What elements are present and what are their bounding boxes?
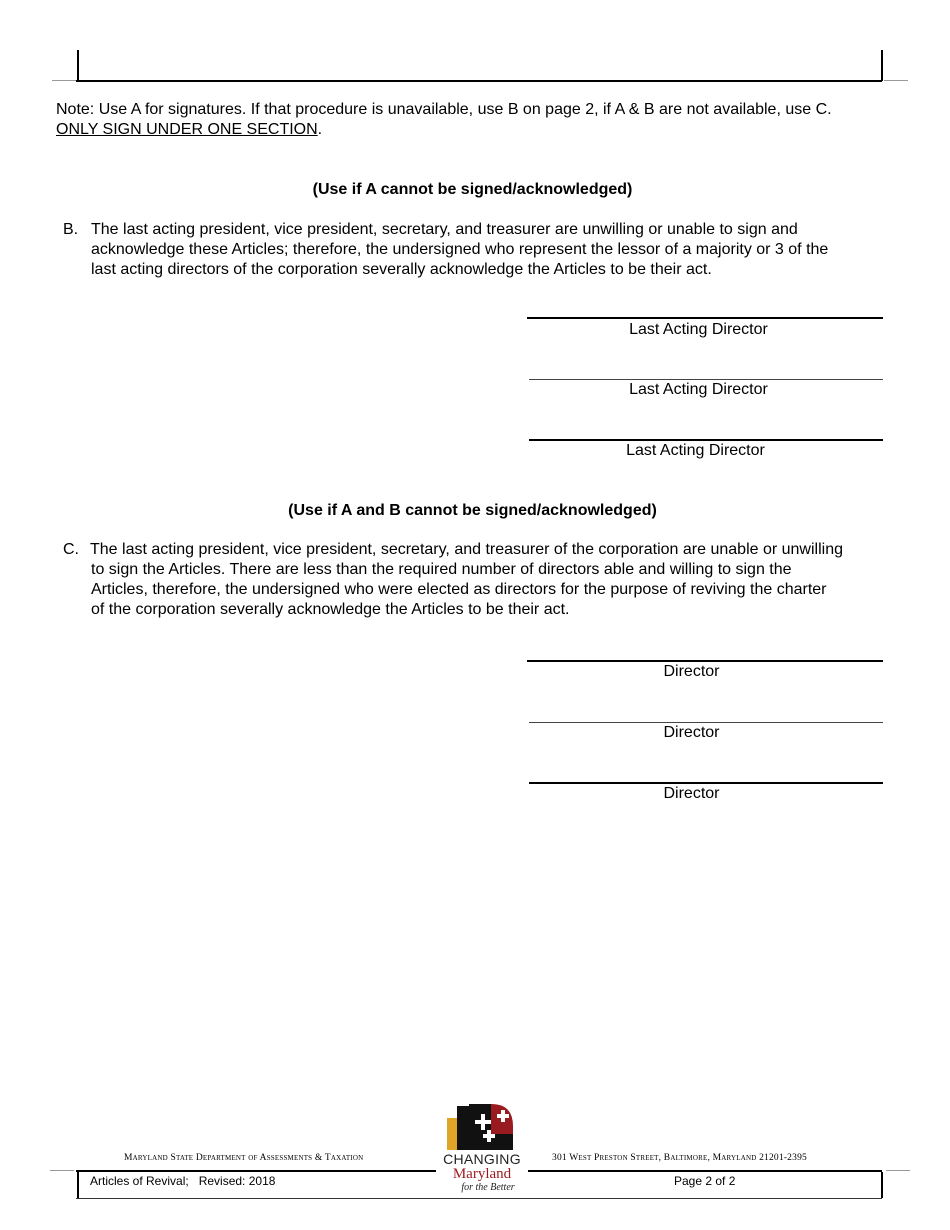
note-underlined-instruction: ONLY SIGN UNDER ONE SECTION — [56, 121, 318, 138]
section-c-paragraph — [63, 540, 883, 620]
footer-left-stub — [50, 1170, 74, 1171]
footer-form-name: Articles of Revival; Revised: 2018 — [90, 1174, 276, 1188]
section-b-heading: (Use if A cannot be signed/acknowledged) — [312, 181, 633, 198]
section-b-body — [91, 220, 883, 280]
footer-agency: Maryland State Department of Assessments & Taxation — [124, 1153, 364, 1163]
footer-right-tick — [881, 1172, 883, 1198]
section-c-letter: C. — [63, 541, 79, 558]
section-c-line: Articles, therefore, the undersigned who were elected as directors for the purpose of reviving the charter — [91, 581, 827, 598]
section-b-line: last acting directors of the corporation severally acknowledge the Articles to be their act. — [91, 261, 712, 278]
header-rule — [76, 80, 882, 82]
footer-address: 301 West Preston Street, Baltimore, Maryland 21201-2395 — [552, 1153, 807, 1163]
signature-label-b3: Last Acting Director — [626, 442, 765, 459]
note-end: . — [317, 121, 323, 138]
signature-label-b2: Last Acting Director — [629, 381, 768, 398]
footer-right-stub — [886, 1170, 910, 1171]
footer-top-rule-left — [76, 1170, 436, 1172]
note-line-2 — [56, 120, 322, 140]
signature-label-c3: Director — [663, 785, 720, 802]
section-c-heading: (Use if A and B cannot be signed/acknowledged) — [288, 502, 657, 519]
section-b-paragraph — [63, 220, 883, 280]
signature-label-c1: Director — [663, 663, 720, 680]
section-c-line: of the corporation severally acknowledge the Articles to be their act. — [91, 601, 570, 618]
section-c-body — [91, 540, 883, 620]
section-c-line: to sign the Articles. There are less than the required number of directors able and willing to sign the — [91, 561, 792, 578]
section-b-letter: B. — [63, 221, 79, 238]
header-left-stub — [52, 80, 76, 81]
section-b-line: acknowledge these Articles; therefore, the undersigned who represent the lessor of a majority or 3 of the — [91, 241, 829, 258]
footer-left-tick — [77, 1172, 79, 1198]
logo-maryland: Maryland — [452, 1166, 512, 1182]
footer-top-rule-right — [528, 1170, 882, 1172]
footer-page-number: Page 2 of 2 — [674, 1174, 736, 1188]
maryland-flag-icon — [447, 1104, 513, 1150]
section-c-line: The last acting president, vice president, secretary, and treasurer of the corporation are unable or unwilling — [90, 541, 843, 558]
header-right-tick — [881, 50, 883, 81]
header-right-stub — [884, 80, 908, 81]
logo-changing: CHANGING — [443, 1151, 521, 1167]
section-b-line: The last acting president, vice president, secretary, and treasurer are unwilling or unable to sign and — [91, 221, 798, 238]
header-left-tick — [77, 50, 79, 81]
note-line-1: Note: Use A for signatures. If that procedure is unavailable, use B on page 2, if A & B are not available, use C. — [56, 101, 832, 118]
signature-label-b1: Last Acting Director — [629, 321, 768, 338]
logo-tagline: for the Better — [461, 1182, 515, 1193]
footer-bottom-rule — [76, 1198, 882, 1199]
changing-maryland-logo — [438, 1104, 526, 1196]
signature-line-b1[interactable] — [527, 317, 883, 319]
signature-label-c2: Director — [663, 724, 720, 741]
